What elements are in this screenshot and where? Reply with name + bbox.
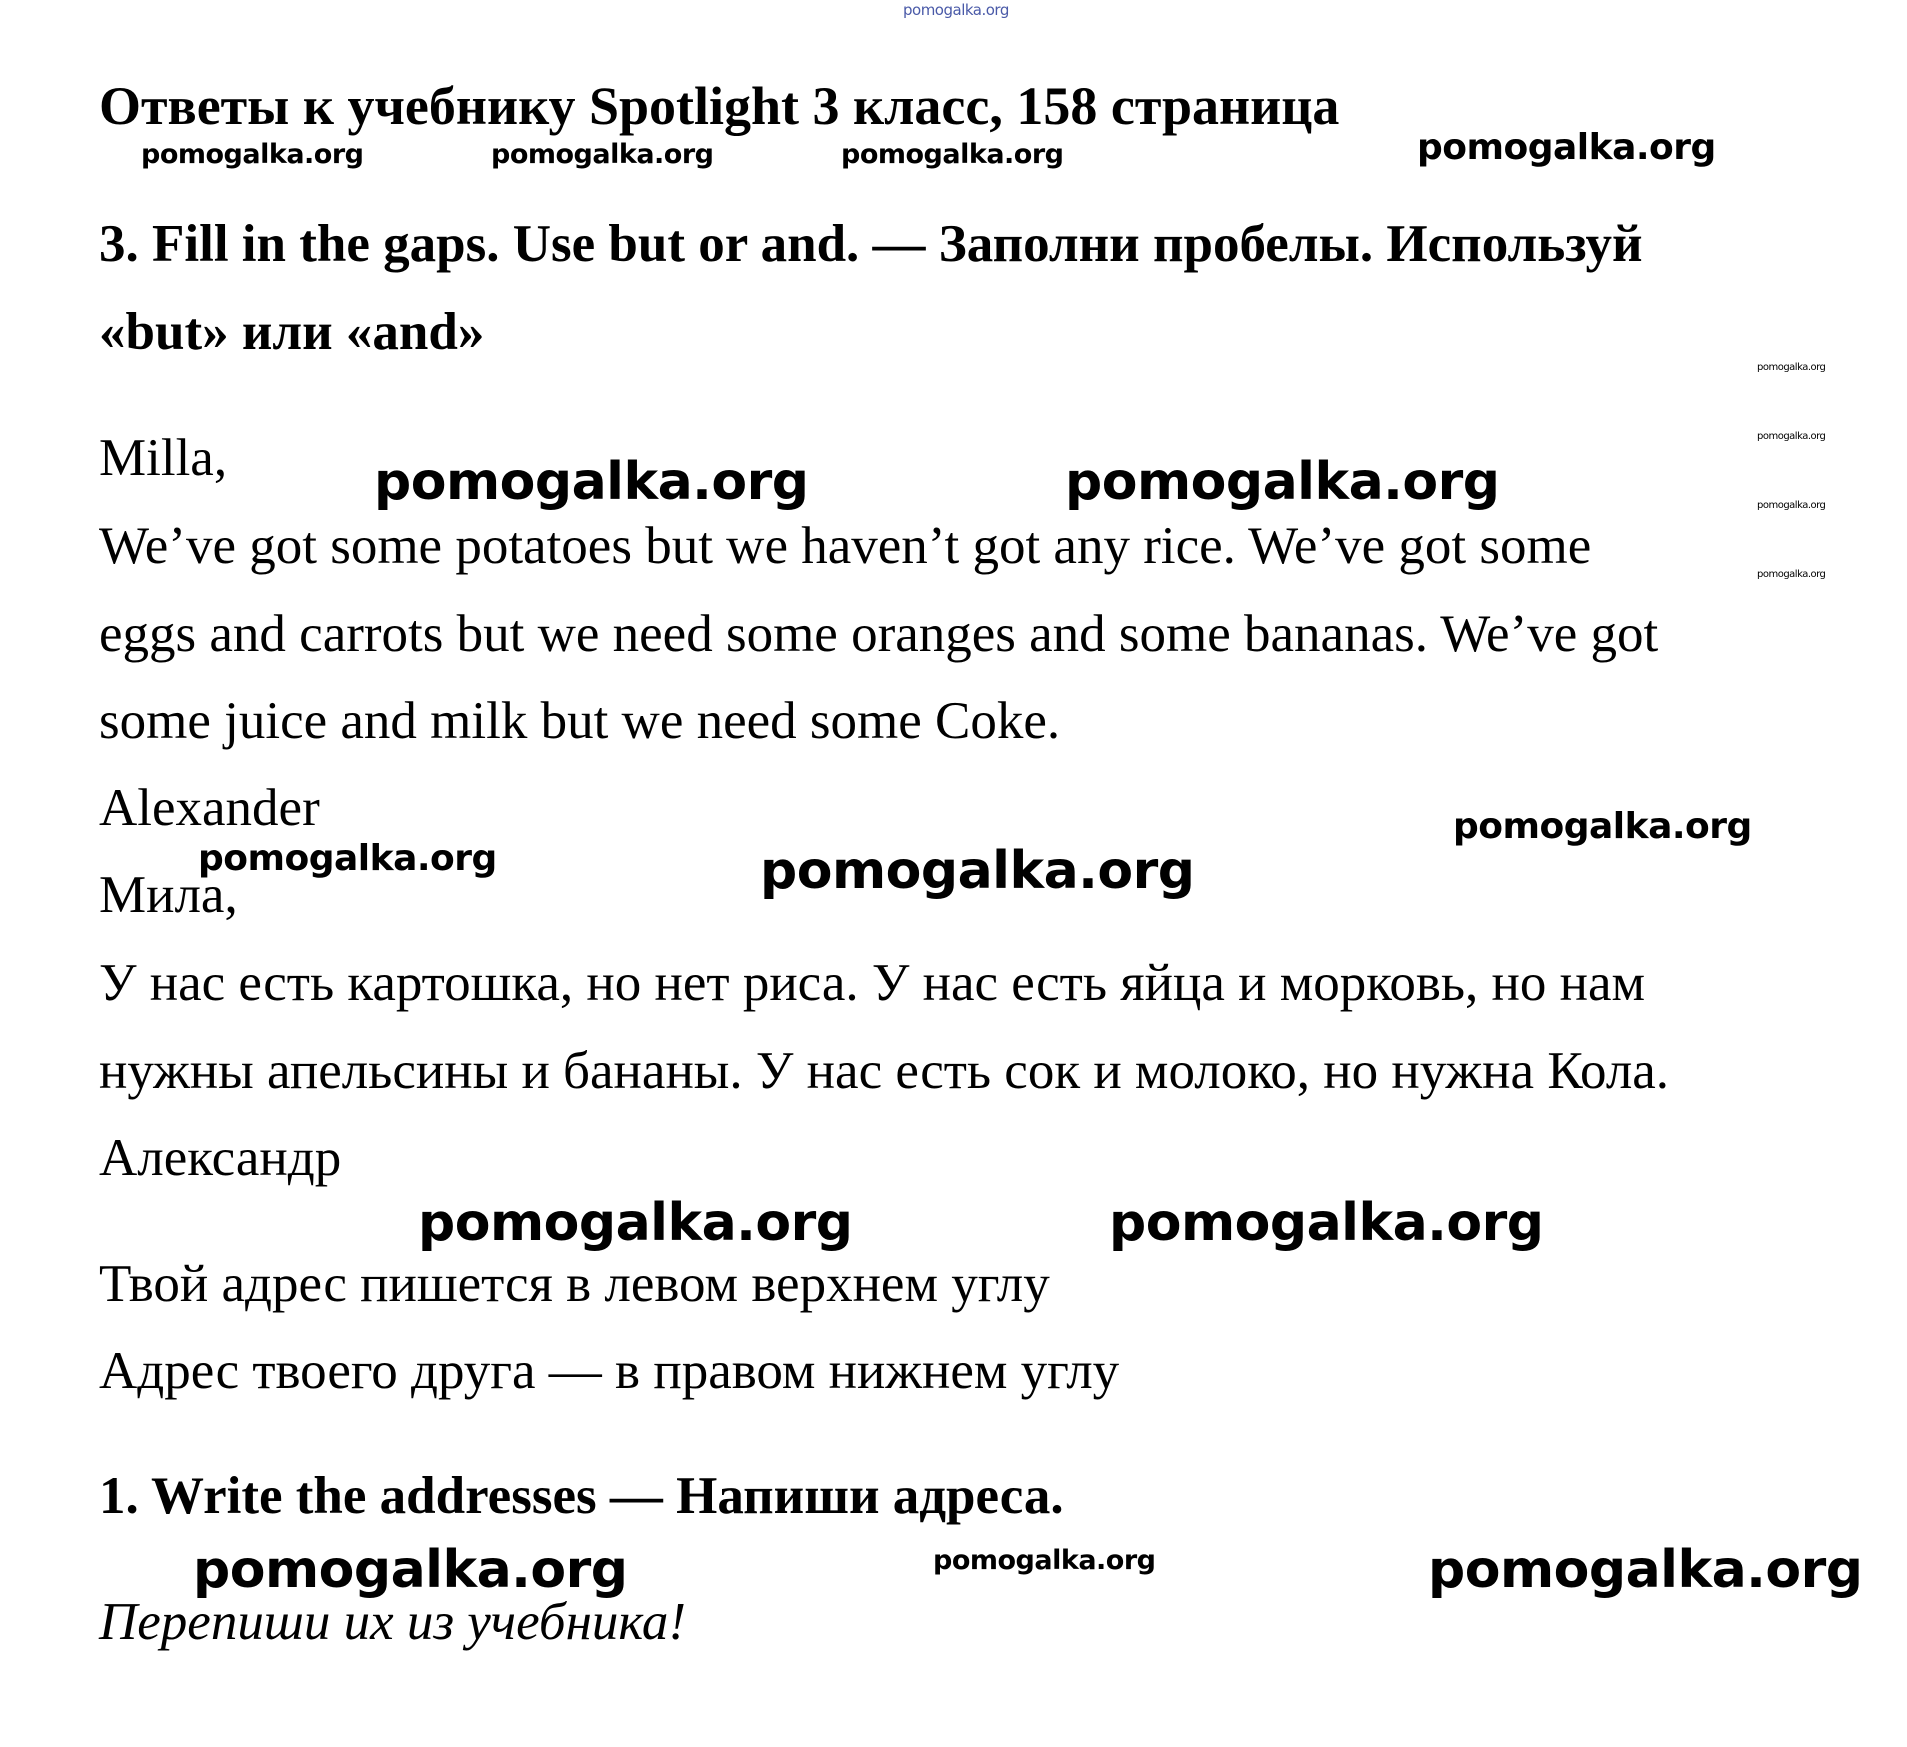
watermark: pomogalka.org: [141, 139, 364, 170]
watermark: pomogalka.org: [1417, 127, 1716, 168]
watermark: pomogalka.org: [841, 139, 1064, 170]
exercise-3-heading-line-2: «but» или «and»: [99, 303, 485, 361]
watermark: pomogalka.org: [1065, 452, 1500, 512]
letter-en-line-1: We’ve got some potatoes but we haven’t got any rice. We’ve got some: [99, 517, 1592, 575]
letter-ru-greeting: Мила,: [99, 866, 238, 924]
watermark: pomogalka.org: [193, 1540, 628, 1600]
letter-en-line-3: some juice and milk but we need some Coke.: [99, 692, 1061, 750]
letter-ru-line-1: У нас есть картошка, но нет риса. У нас есть яйца и морковь, но нам: [99, 954, 1646, 1012]
watermark: pomogalka.org: [1757, 362, 1826, 373]
watermark: pomogalka.org: [1757, 500, 1826, 511]
watermark: pomogalka.org: [1428, 1540, 1863, 1600]
letter-ru-signature: Александр: [99, 1129, 342, 1187]
address-note-2: Адрес твоего друга — в правом нижнем углу: [99, 1342, 1120, 1400]
watermark: pomogalka.org: [933, 1545, 1156, 1576]
letter-en-line-2: eggs and carrots but we need some oranges and some bananas. We’ve got: [99, 605, 1659, 663]
watermark: pomogalka.org: [491, 139, 714, 170]
exercise-3-heading-line-1: 3. Fill in the gaps. Use but or and. — Заполни пробелы. Используй: [99, 215, 1643, 273]
watermark: pomogalka.org: [198, 838, 497, 879]
exercise-1-heading: 1. Write the addresses — Напиши адреса.: [99, 1467, 1064, 1525]
address-note-1: Твой адрес пишется в левом верхнем углу: [99, 1255, 1050, 1313]
watermark: pomogalka.org: [760, 841, 1195, 901]
watermark: pomogalka.org: [1109, 1193, 1544, 1253]
exercise-1-note: Перепиши их из учебника!: [99, 1593, 686, 1651]
letter-en-greeting: Milla,: [99, 429, 228, 487]
watermark: pomogalka.org: [1757, 569, 1826, 580]
watermark: pomogalka.org: [1453, 806, 1752, 847]
watermark: pomogalka.org: [418, 1193, 853, 1253]
letter-ru-line-2: нужны апельсины и бананы. У нас есть сок и молоко, но нужна Кола.: [99, 1042, 1670, 1100]
watermark: pomogalka.org: [1757, 431, 1826, 442]
letter-en-signature: Alexander: [99, 779, 320, 837]
watermark: pomogalka.org: [374, 452, 809, 512]
page-title: Ответы к учебнику Spotlight 3 класс, 158 страница: [99, 76, 1340, 136]
watermark: pomogalka.org: [903, 1, 1009, 19]
